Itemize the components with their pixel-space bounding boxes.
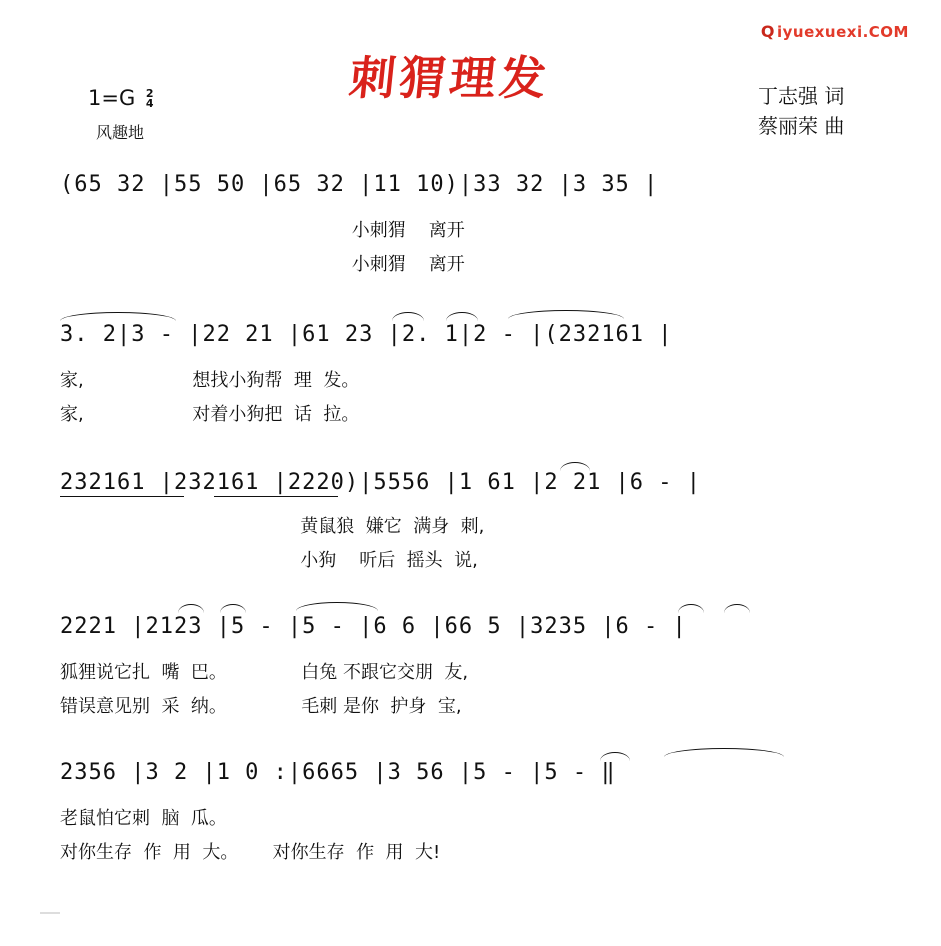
lyricist-credit: 丁志强 词	[758, 84, 845, 108]
song-title: 刺猬理发	[346, 51, 553, 105]
watermark-text: iyuexuexi.COM	[776, 23, 909, 41]
tie-arc	[60, 312, 176, 321]
notation-line-3: 232161 |232161 |2220)|5556 |1 61 |2 21 |6 - |	[60, 470, 702, 495]
time-top: 2	[145, 87, 154, 100]
slur-arc	[392, 312, 424, 321]
slur-arc	[724, 604, 750, 613]
lyric-line-5-verse-1: 老鼠怕它刺 脑 瓜。	[60, 808, 227, 829]
watermark-logo-icon: Q	[760, 22, 775, 41]
notation-line-4: 2221 |2123 |5 - |5 - |6 6 |66 5 |3235 |6 - |	[60, 614, 687, 639]
lyric-line-4-verse-1: 狐狸说它扎 嘴 巴。 白兔 不跟它交朋 友,	[60, 662, 469, 683]
tie-arc	[296, 602, 378, 611]
lyric-line-3-verse-2: 小狗 听后 摇头 说,	[60, 550, 478, 571]
time-bottom: 4	[145, 97, 154, 110]
notation-line-1: (65 32 |55 50 |65 32 |11 10)|33 32 |3 35 |	[60, 172, 659, 197]
time-signature	[146, 89, 154, 109]
tempo-marking: 风趣地	[96, 123, 145, 142]
site-watermark	[761, 22, 909, 41]
lyric-line-3-verse-1: 黄鼠狼 嫌它 满身 刺,	[60, 516, 485, 537]
slur-arc	[678, 604, 704, 613]
lyric-line-4-verse-2: 错误意见别 采 纳。 毛刺 是你 护身 宝,	[60, 696, 462, 717]
lyric-line-1-verse-2: 小刺猬 离开	[60, 254, 465, 275]
lyric-line-1-verse-1: 小刺猬 离开	[60, 220, 465, 241]
tie-arc	[508, 310, 624, 319]
lyric-line-2-verse-2: 家, 对着小狗把 话 拉。	[60, 404, 360, 425]
slur-arc	[220, 604, 246, 613]
key-signature	[88, 86, 154, 110]
key-value: 1=G	[88, 86, 136, 110]
slur-arc	[178, 604, 204, 613]
lyric-line-5-verse-2: 对你生存 作 用 大。 对你生存 作 用 大!	[60, 842, 441, 863]
notation-line-2: 3. 2|3 - |22 21 |61 23 |2. 1|2 - |(232161 |	[60, 322, 673, 347]
beam-underline	[60, 496, 184, 497]
page-footer-divider	[40, 912, 60, 914]
lyric-line-2-verse-1: 家, 想找小狗帮 理 发。	[60, 370, 360, 391]
notation-line-5: 2356 |3 2 |1 0 :|6665 |3 56 |5 - |5 - ‖	[60, 760, 616, 785]
tie-arc	[664, 748, 784, 757]
beam-underline	[214, 496, 338, 497]
composer-credit: 蔡丽荣 曲	[758, 114, 845, 138]
slur-arc	[446, 312, 478, 321]
